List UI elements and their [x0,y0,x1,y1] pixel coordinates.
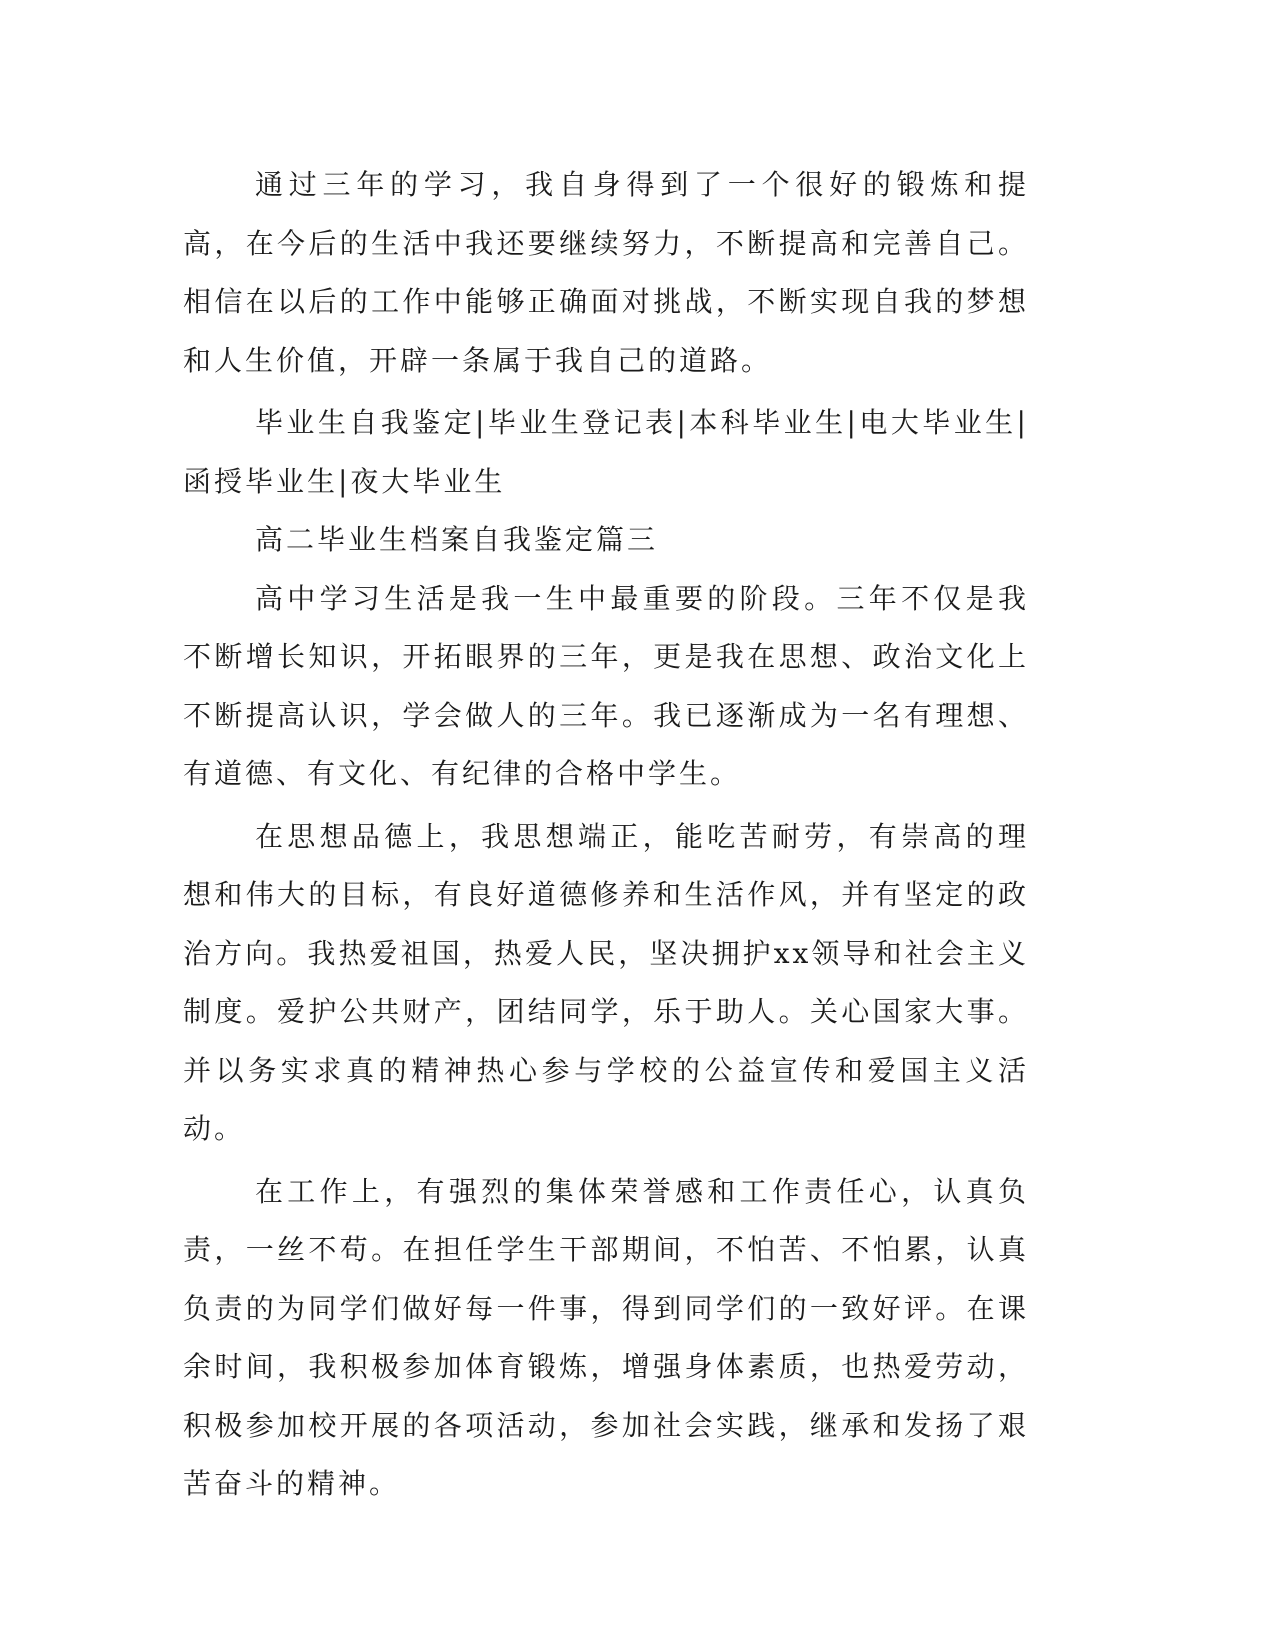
paragraph-work-attitude: 在工作上，有强烈的集体荣誉感和工作责任心，认真负责，一丝不苟。在担任学生干部期间，不怕苦、不怕累，认真负责的为同学们做好每一件事，得到同学们的一致好评。在课余时间，我积极参加体育锻炼，增强身体素质，也热爱劳动，积极参加校开展的各项活动，参加社会实践，继承和发扬了艰苦奋斗的精神。 [183,1174,1029,1500]
paragraph-high-school-life: 高中学习生活是我一生中最重要的阶段。三年不仅是我不断增长知识，开拓眼界的三年，更是我在思想、政治文化上不断提高认识，学会做人的三年。我已逐渐成为一名有理想、有道德、有文化、有纪律的合格中学生。 [183,581,1029,790]
paragraph-moral-character: 在思想品德上，我思想端正，能吃苦耐劳，有崇高的理想和伟大的目标，有良好道德修养和生活作风，并有坚定的政治方向。我热爱祖国，热爱人民，坚决拥护xx领导和社会主义制度。爱护公共财产，团结同学，乐于助人。关心国家大事。并以务实求真的精神热心参与学校的公益宣传和爱国主义活动。 [183,819,1029,1145]
paragraph-study-summary: 通过三年的学习，我自身得到了一个很好的锻炼和提高，在今后的生活中我还要继续努力，不断提高和完善自己。相信在以后的工作中能够正确面对挑战，不断实现自我的梦想和人生价值，开辟一条属于我自己的道路。 [183,168,1029,377]
document-body [183,156,1029,1514]
section-heading: 高二毕业生档案自我鉴定篇三 [255,523,659,556]
paragraph-tag-links: 毕业生自我鉴定|毕业生登记表|本科毕业生|电大毕业生|函授毕业生|夜大毕业生 [183,406,1029,498]
